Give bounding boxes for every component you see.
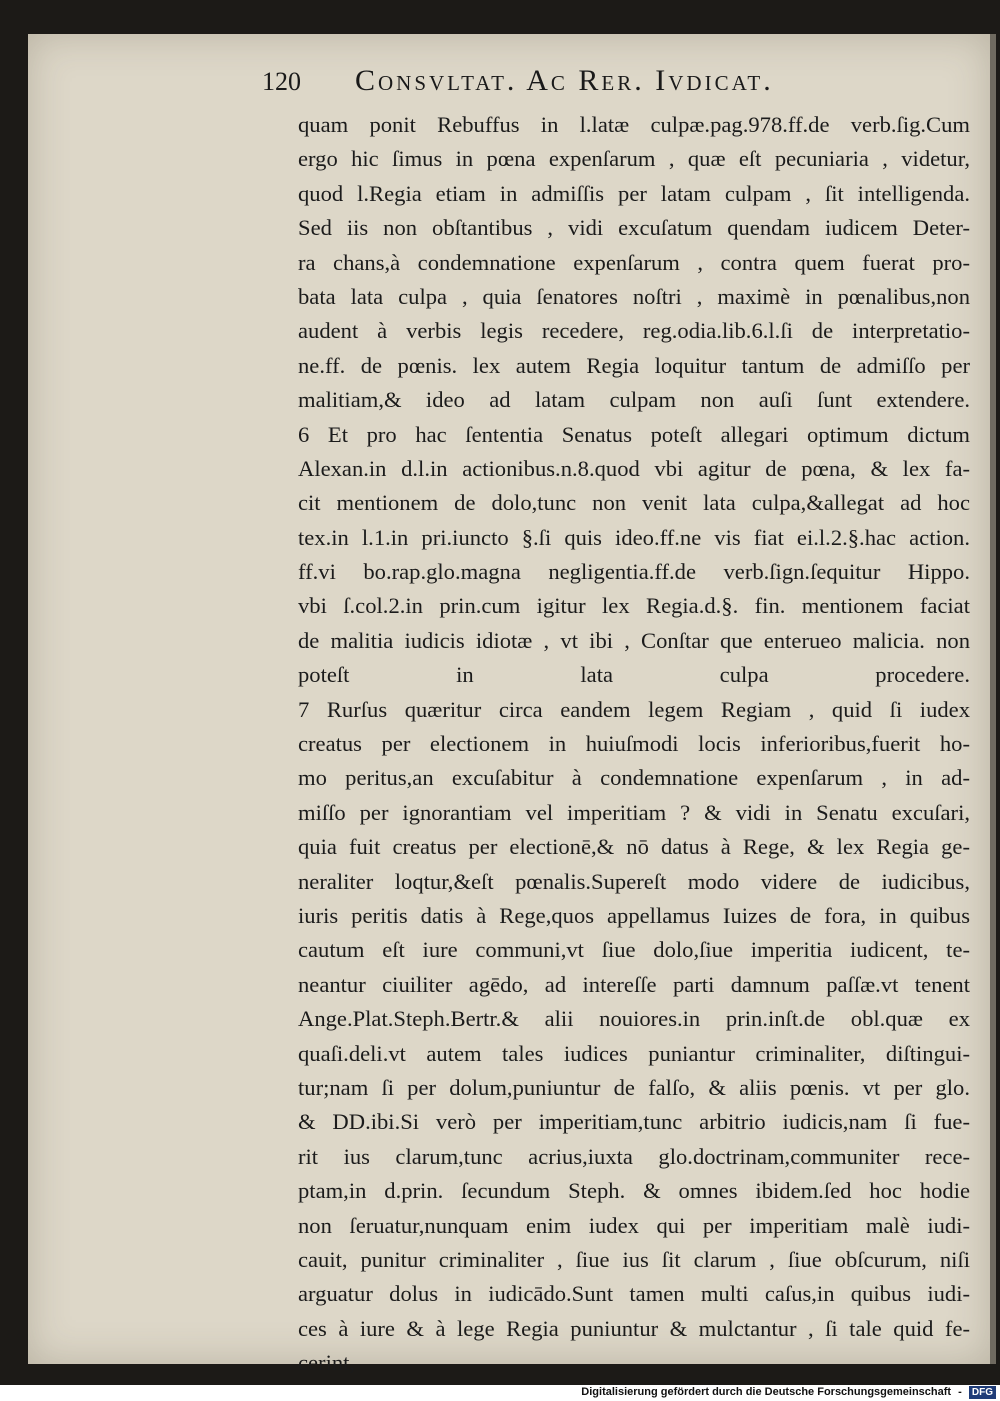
- text-line: ergo hic ſimus in pœna expenſarum , quæ eſt pecuniaria , videtur,: [298, 146, 970, 172]
- text-line: ra chans,à condemnatione expenſarum , contra quem fuerat pro-: [298, 249, 970, 275]
- text-line: 7 Rurſus quæritur circa eandem legem Regiam , quid ſi iudex: [298, 696, 970, 722]
- page-number: 120: [262, 67, 301, 96]
- text-line: malitiam,& ideo ad latam culpam non auſi ſunt extendere.: [298, 387, 970, 413]
- text-line: de malitia iudicis idiotæ , vt ibi , Conſtar que enterueo malicia. non: [298, 627, 970, 653]
- text-line: poteſt in lata culpa procedere.: [298, 662, 970, 688]
- text-line: 6 Et pro hac ſententia Senatus poteſt allegari optimum dictum: [298, 421, 970, 447]
- text-line: ces à iure & à lege Regia puniuntur & mulctantur , ſi tale quid fe-: [298, 1315, 970, 1341]
- credit-text: Digitalisierung gefördert durch die Deutsche Forschungsgemeinschaft: [581, 1386, 952, 1398]
- text-line: cit mentionem de dolo,tunc non venit lata culpa,&allegat ad hoc: [298, 490, 970, 516]
- page-header: [262, 64, 902, 108]
- text-line: Ange.Plat.Steph.Bertr.& alii nouiores.in prin.inſt.de obl.quæ ex: [298, 1006, 970, 1032]
- text-line: arguatur dolus in iudicādo.Sunt tamen multi caſus,in quibus iudi-: [298, 1281, 970, 1307]
- text-line: quam ponit Rebuffus in l.latæ culpæ.pag.978.ff.de verb.ſig.Cum: [298, 112, 970, 137]
- text-line: miſſo per ignorantiam vel imperitiam ? & vidi in Senatu excuſari,: [298, 799, 970, 825]
- footer-credit: Digitalisierung gefördert durch die Deutsche Forschungsgemeinschaft - DFG: [0, 1386, 1000, 1401]
- dfg-logo: DFG: [969, 1386, 996, 1399]
- text-line: non ſeruatur,nunquam enim iudex qui per imperitiam malè iudi-: [298, 1212, 970, 1238]
- text-line: mo peritus,an excuſabitur à condemnatione expenſarum , in ad-: [298, 765, 970, 791]
- text-line: cerint,: [298, 1350, 356, 1376]
- text-line: rit ius clarum,tunc acrius,iuxta glo.doctrinam,communiter rece-: [298, 1143, 970, 1169]
- text-line: quod l.Regia etiam in admiſſis per latam culpam , ſit intelligenda.: [298, 180, 970, 206]
- text-line: & DD.ibi.Si verò per imperitiam,tunc arbitrio iudicis,nam ſi fue-: [298, 1109, 970, 1135]
- running-head: Consvltat. Ac Rer. Ivdicat.: [355, 64, 774, 97]
- text-line: audent à verbis legis recedere, reg.odia.lib.6.l.ſi de interpretatio-: [298, 318, 970, 344]
- text-line: cauit, punitur criminaliter , ſiue ius ſit clarum , ſiue obſcurum, niſi: [298, 1246, 970, 1272]
- text-line: ff.vi bo.rap.glo.magna negligentia.ff.de verb.ſign.ſequitur Hippo.: [298, 559, 970, 585]
- text-line: iuris peritis datis à Rege,quos appellamus Iuizes de fora, in quibus: [298, 902, 970, 928]
- text-line: Sed iis non obſtantibus , vidi excuſatum quendam iudicem Deter-: [298, 215, 970, 241]
- text-line: ptam,in d.prin. ſecundum Steph. & omnes ibidem.ſed hoc hodie: [298, 1178, 970, 1204]
- text-line: quia fuit creatus per electionē,& nō datus à Rege, & lex Regia ge-: [298, 834, 970, 860]
- text-line: tex.in l.1.in pri.iuncto §.ſi quis ideo.ff.ne vis fiat ei.l.2.§.hac action.: [298, 524, 970, 550]
- text-line: ne.ff. de pœnis. lex autem Regia loquitur tantum de admiſſo per: [298, 352, 970, 378]
- text-line: cautum eſt iure communi,vt ſiue dolo,ſiue imperitia iudicent, te-: [298, 937, 970, 963]
- text-line: bata lata culpa , quia ſenatores noſtri , maximè in pœnalibus,non: [298, 283, 970, 309]
- text-line: Alexan.in d.l.in actionibus.n.8.quod vbi agitur de pœna, & lex fa-: [298, 455, 970, 481]
- text-line: creatus per electionem in huiuſmodi locis inferioribus,fuerit ho-: [298, 731, 970, 757]
- text-line: neantur ciuiliter agēdo, ad intereſſe parti damnum paſſæ.vt tenent: [298, 971, 970, 997]
- text-line: tur;nam ſi per dolum,puniuntur de falſo, & aliis pœnis. vt per glo.: [298, 1074, 970, 1100]
- text-line: vbi ſ.col.2.in prin.cum igitur lex Regia.d.§. fin. mentionem faciat: [298, 593, 970, 619]
- body-text: [298, 108, 970, 1380]
- text-line: neraliter loqtur,&eſt pœnalis.Supereſt modo videre de iudicibus,: [298, 868, 970, 894]
- text-line: quaſi.deli.vt autem tales iudices puniantur criminaliter, diſtingui-: [298, 1040, 970, 1066]
